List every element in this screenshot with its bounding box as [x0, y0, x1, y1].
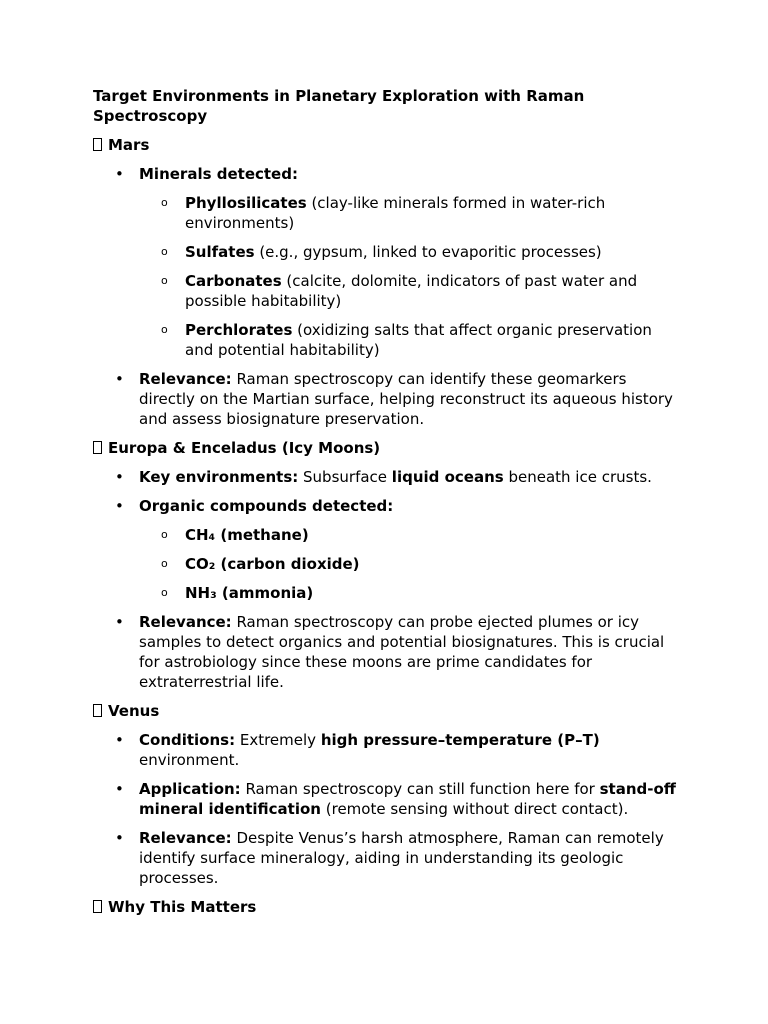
mineral-description: (clay-like minerals formed in water-rich environments) — [185, 194, 606, 232]
missing-glyph-icon — [93, 900, 102, 913]
section-heading-label: Europa & Enceladus (Icy Moons) — [108, 439, 381, 457]
list-item — [93, 164, 678, 360]
list-item-emphasis: stand-off mineral identification — [139, 780, 676, 818]
list-item-text: Extremely — [235, 731, 321, 749]
bullet-circle: o — [161, 245, 168, 258]
sublist-item — [139, 271, 678, 311]
section-heading-label: Mars — [108, 136, 150, 154]
missing-glyph-icon — [93, 704, 102, 717]
sublist-item — [139, 525, 678, 545]
list-item-label: Conditions: — [139, 731, 236, 749]
sublist-item — [139, 583, 678, 603]
list-item-label: Organic compounds detected: — [139, 497, 394, 515]
relevance-text: Raman spectroscopy can probe ejected plumes or icy samples to detect organics and potential biosignatures. This is crucial for astrobiology since these moons are prime candidates for extraterrestrial life. — [139, 613, 665, 691]
mars-list — [93, 164, 678, 429]
list-item — [93, 612, 678, 692]
section-heading-icy-moons — [93, 438, 678, 458]
sublist-item — [139, 554, 678, 574]
relevance-text: Raman spectroscopy can identify these geomarkers directly on the Martian surface, helping reconstruct its aqueous history and assess biosignature preservation. — [139, 370, 673, 428]
list-item-label: Key environments: — [139, 468, 299, 486]
compound-name: CO₂ (carbon dioxide) — [185, 555, 360, 573]
sublist-item — [139, 193, 678, 233]
bullet-dot: • — [115, 165, 124, 183]
list-item-label: Application: — [139, 780, 241, 798]
bullet-circle: o — [161, 274, 168, 287]
relevance-label: Relevance: — [139, 370, 232, 388]
bullet-circle: o — [161, 586, 168, 599]
mineral-name: Carbonates — [185, 272, 282, 290]
bullet-dot: • — [115, 780, 124, 798]
bullet-circle: o — [161, 528, 168, 541]
sublist-item — [139, 242, 678, 262]
mineral-name: Phyllosilicates — [185, 194, 307, 212]
list-item — [93, 496, 678, 603]
document-title: Target Environments in Planetary Exploration with Raman Spectroscopy — [93, 87, 585, 125]
mineral-name: Sulfates — [185, 243, 255, 261]
list-item — [93, 467, 678, 487]
minerals-sublist — [139, 193, 678, 360]
section-heading-mars — [93, 135, 678, 155]
missing-glyph-icon — [93, 441, 102, 454]
list-item-label: Minerals detected: — [139, 165, 298, 183]
bullet-dot: • — [115, 468, 124, 486]
list-item-text: (remote sensing without direct contact). — [320, 800, 629, 818]
relevance-text: Despite Venus’s harsh atmosphere, Raman can remotely identify surface mineralogy, aiding in understanding its geologic processes. — [139, 829, 664, 887]
relevance-label: Relevance: — [139, 829, 232, 847]
list-item-emphasis: liquid oceans — [391, 468, 504, 486]
bullet-dot: • — [115, 613, 124, 631]
section-heading-label: Venus — [108, 702, 160, 720]
list-item — [93, 779, 678, 819]
icy-moons-list — [93, 467, 678, 692]
bullet-circle: o — [161, 557, 168, 570]
list-item — [93, 828, 678, 888]
list-item-text: Raman spectroscopy can still function here for — [240, 780, 600, 798]
list-item-text: Subsurface — [298, 468, 392, 486]
section-heading-venus — [93, 701, 678, 721]
section-heading-label: Why This Matters — [108, 898, 257, 916]
organics-sublist — [139, 525, 678, 603]
bullet-dot: • — [115, 829, 124, 847]
mineral-description: (oxidizing salts that affect organic preservation and potential habitability) — [185, 321, 652, 359]
bullet-dot: • — [115, 497, 124, 515]
mineral-description: (e.g., gypsum, linked to evaporitic processes) — [254, 243, 602, 261]
compound-name: CH₄ (methane) — [185, 526, 309, 544]
missing-glyph-icon — [93, 138, 102, 151]
list-item — [93, 730, 678, 770]
bullet-dot: • — [115, 370, 124, 388]
compound-name: NH₃ (ammonia) — [185, 584, 314, 602]
bullet-circle: o — [161, 196, 168, 209]
sublist-item — [139, 320, 678, 360]
list-item-text: environment. — [139, 751, 240, 769]
list-item — [93, 369, 678, 429]
mineral-description: (calcite, dolomite, indicators of past water and possible habitability) — [185, 272, 638, 310]
venus-list — [93, 730, 678, 888]
bullet-circle: o — [161, 323, 168, 336]
list-item-text: beneath ice crusts. — [503, 468, 652, 486]
mineral-name: Perchlorates — [185, 321, 293, 339]
relevance-label: Relevance: — [139, 613, 232, 631]
bullet-dot: • — [115, 731, 124, 749]
section-heading-why — [93, 897, 678, 917]
list-item-emphasis: high pressure–temperature (P–T) — [320, 731, 600, 749]
